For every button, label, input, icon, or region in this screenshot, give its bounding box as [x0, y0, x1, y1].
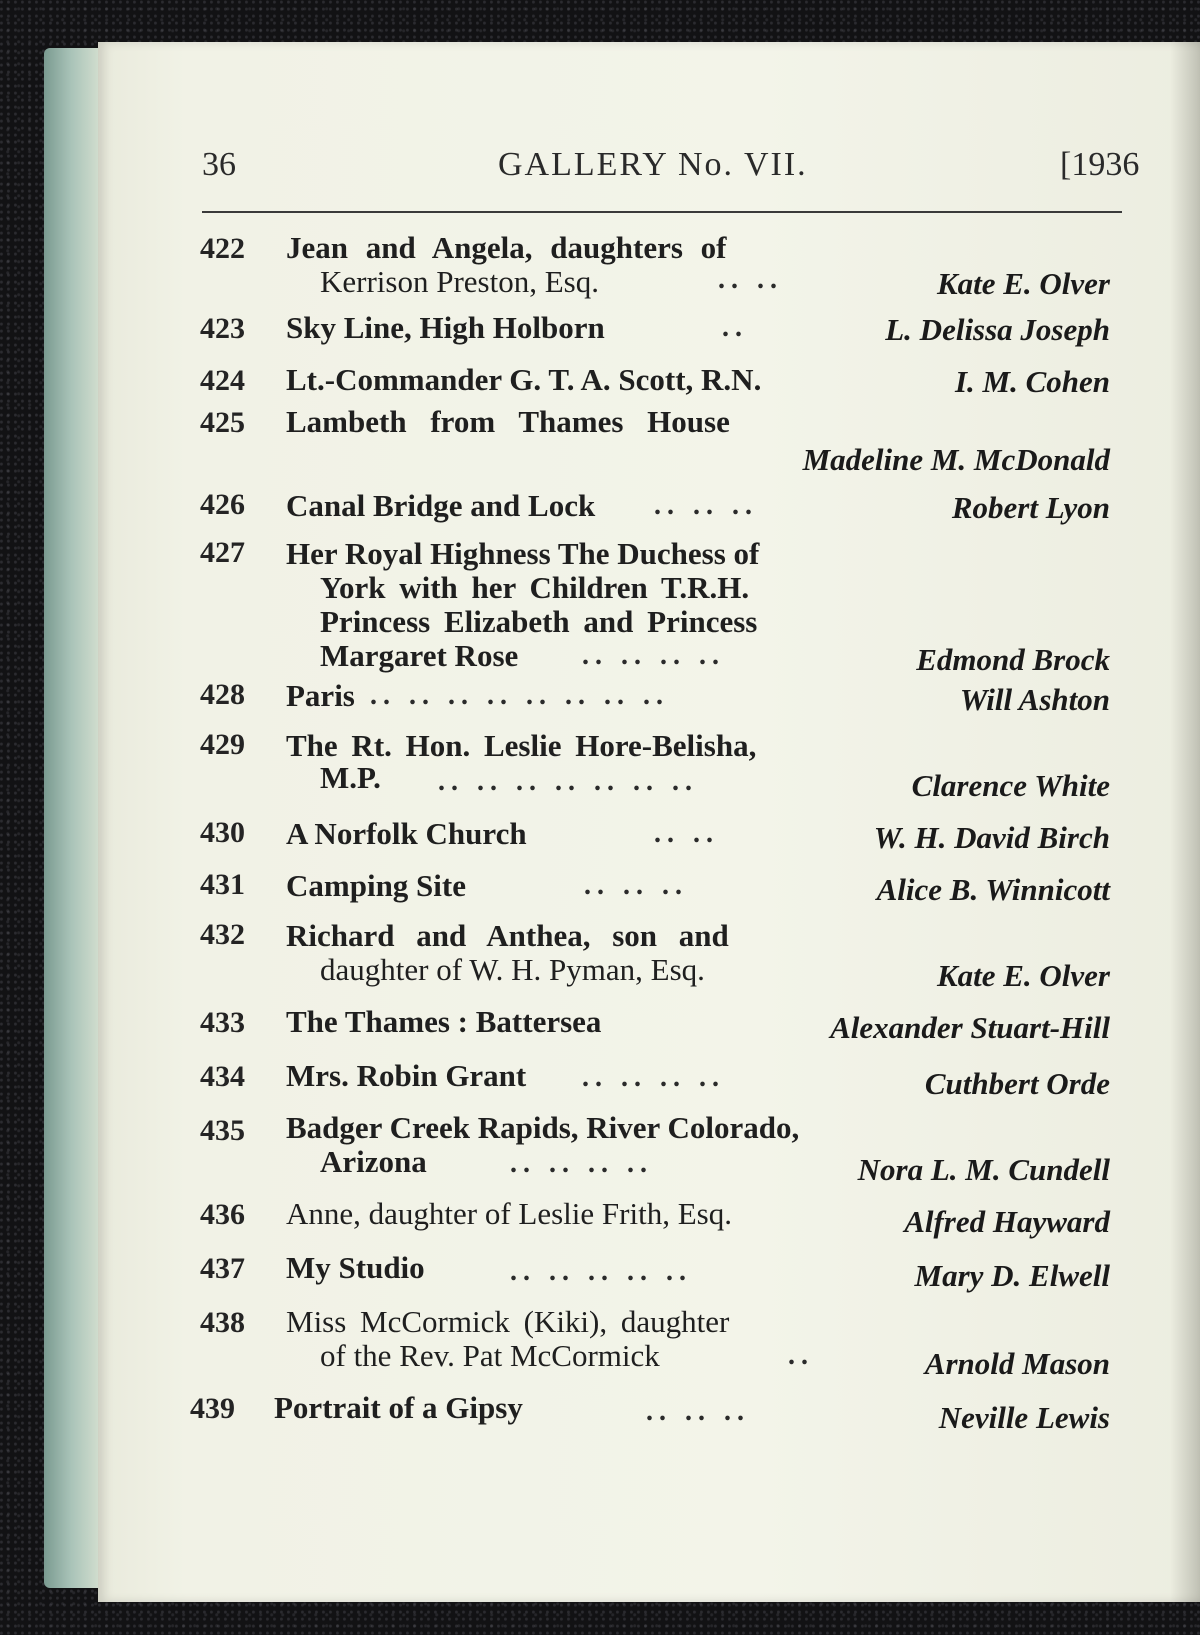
- entry-title: Portrait of a Gipsy: [274, 1390, 523, 1425]
- leader-dots: .. .. .. .. ..: [510, 1256, 692, 1287]
- entry-number: 425: [200, 406, 245, 439]
- entry-number: 439: [190, 1392, 235, 1425]
- entry-title: Her Royal Highness The Duchess of: [286, 536, 760, 571]
- entry-artist: Cuthbert Orde: [924, 1066, 1110, 1101]
- entry-title: Badger Creek Rapids, River Colorado,: [286, 1110, 800, 1145]
- entry-title-cont: Arizona: [320, 1144, 427, 1179]
- entry-number: 424: [200, 364, 245, 397]
- leader-dots: ..: [722, 312, 748, 343]
- entry-title: A Norfolk Church: [286, 816, 527, 851]
- entry-artist: Neville Lewis: [938, 1400, 1110, 1435]
- entry-title: Lt.-Commander G. T. A. Scott, R.N.: [286, 362, 762, 397]
- entry-title: Sky Line, High Holborn: [286, 310, 605, 345]
- entry-number: 428: [200, 678, 245, 711]
- catalogue-page: [98, 42, 1200, 1602]
- entry-title-cont: M.P.: [320, 760, 381, 795]
- entry-number: 433: [200, 1006, 245, 1039]
- entry-number: 430: [200, 816, 245, 849]
- entry-title: The Thames : Battersea: [286, 1004, 602, 1039]
- book-spine-edge: [44, 48, 104, 1588]
- entry-number: 434: [200, 1060, 245, 1093]
- entry-title: Camping Site: [286, 868, 466, 903]
- entry-title: Lambeth from Thames House: [286, 404, 730, 439]
- entry-number: 437: [200, 1252, 245, 1285]
- leader-dots: .. .. ..: [584, 870, 688, 901]
- entry-number: 429: [200, 728, 245, 761]
- entry-artist: Will Ashton: [959, 682, 1110, 717]
- leader-dots: ..: [788, 1340, 814, 1371]
- entry-title-cont: of the Rev. Pat McCormick: [320, 1338, 660, 1373]
- entry-title-cont: daughter of W. H. Pyman, Esq.: [320, 952, 705, 987]
- entry-artist: Edmond Brock: [916, 642, 1110, 677]
- entry-title: My Studio: [286, 1250, 425, 1285]
- entry-artist: Arnold Mason: [924, 1346, 1110, 1381]
- entry-number: 423: [200, 312, 245, 345]
- entry-number: 427: [200, 536, 245, 569]
- entry-title: Jean and Angela, daughters of: [286, 230, 727, 265]
- entry-number: 431: [200, 868, 245, 901]
- leader-dots: .. ..: [718, 264, 783, 295]
- entry-title-cont: Princess Elizabeth and Princess: [320, 604, 758, 639]
- entry-artist: I. M. Cohen: [954, 364, 1110, 399]
- entry-title: Richard and Anthea, son and: [286, 918, 729, 953]
- entry-title-cont: Kerrison Preston, Esq.: [320, 264, 599, 299]
- entry-artist: Alfred Hayward: [904, 1204, 1110, 1239]
- header-rule: [202, 211, 1122, 213]
- entry-number: 436: [200, 1198, 245, 1231]
- entry-artist: Alexander Stuart-Hill: [830, 1010, 1110, 1045]
- leader-dots: .. .. ..: [646, 1396, 750, 1427]
- entry-number: 422: [200, 232, 245, 265]
- leader-dots: .. .. .. ..: [510, 1148, 653, 1179]
- entry-artist: Kate E. Olver: [936, 958, 1110, 993]
- entry-artist: Alice B. Winnicott: [876, 872, 1110, 907]
- entry-title: Miss McCormick (Kiki), daughter: [286, 1304, 730, 1339]
- leader-dots: .. .. .. ..: [582, 640, 725, 671]
- entry-artist: Clarence White: [911, 768, 1110, 803]
- entry-title: Anne, daughter of Leslie Frith, Esq.: [286, 1196, 732, 1231]
- entry-artist: W. H. David Birch: [873, 820, 1110, 855]
- entry-artist: Nora L. M. Cundell: [857, 1152, 1110, 1187]
- entry-title: The Rt. Hon. Leslie Hore-Belisha,: [286, 728, 757, 763]
- entry-artist: Kate E. Olver: [936, 266, 1110, 301]
- leader-dots: .. ..: [654, 818, 719, 849]
- leader-dots: .. .. ..: [654, 490, 758, 521]
- entry-number: 435: [200, 1114, 245, 1147]
- year-label: [1936: [1060, 146, 1140, 183]
- entry-number: 438: [200, 1306, 245, 1339]
- entry-artist: L. Delissa Joseph: [885, 312, 1110, 347]
- leader-dots: .. .. .. .. .. .. .. ..: [370, 680, 669, 711]
- entry-number: 426: [200, 488, 245, 521]
- page-shadow: [1170, 42, 1200, 1602]
- entry-artist: Robert Lyon: [951, 490, 1110, 525]
- entry-title: Mrs. Robin Grant: [286, 1058, 527, 1093]
- entry-number: 432: [200, 918, 245, 951]
- entry-artist: Madeline M. McDonald: [802, 442, 1110, 477]
- entry-artist: Mary D. Elwell: [914, 1258, 1110, 1293]
- page-number: 36: [202, 146, 236, 183]
- leader-dots: .. .. .. ..: [582, 1062, 725, 1093]
- leader-dots: .. .. .. .. .. .. ..: [438, 766, 698, 797]
- entry-title-cont: York with her Children T.R.H.: [320, 570, 750, 605]
- running-title: GALLERY No. VII.: [498, 146, 808, 183]
- entry-title-cont: Margaret Rose: [320, 638, 519, 673]
- entry-title: Paris: [286, 678, 355, 713]
- entry-title: Canal Bridge and Lock: [286, 488, 596, 523]
